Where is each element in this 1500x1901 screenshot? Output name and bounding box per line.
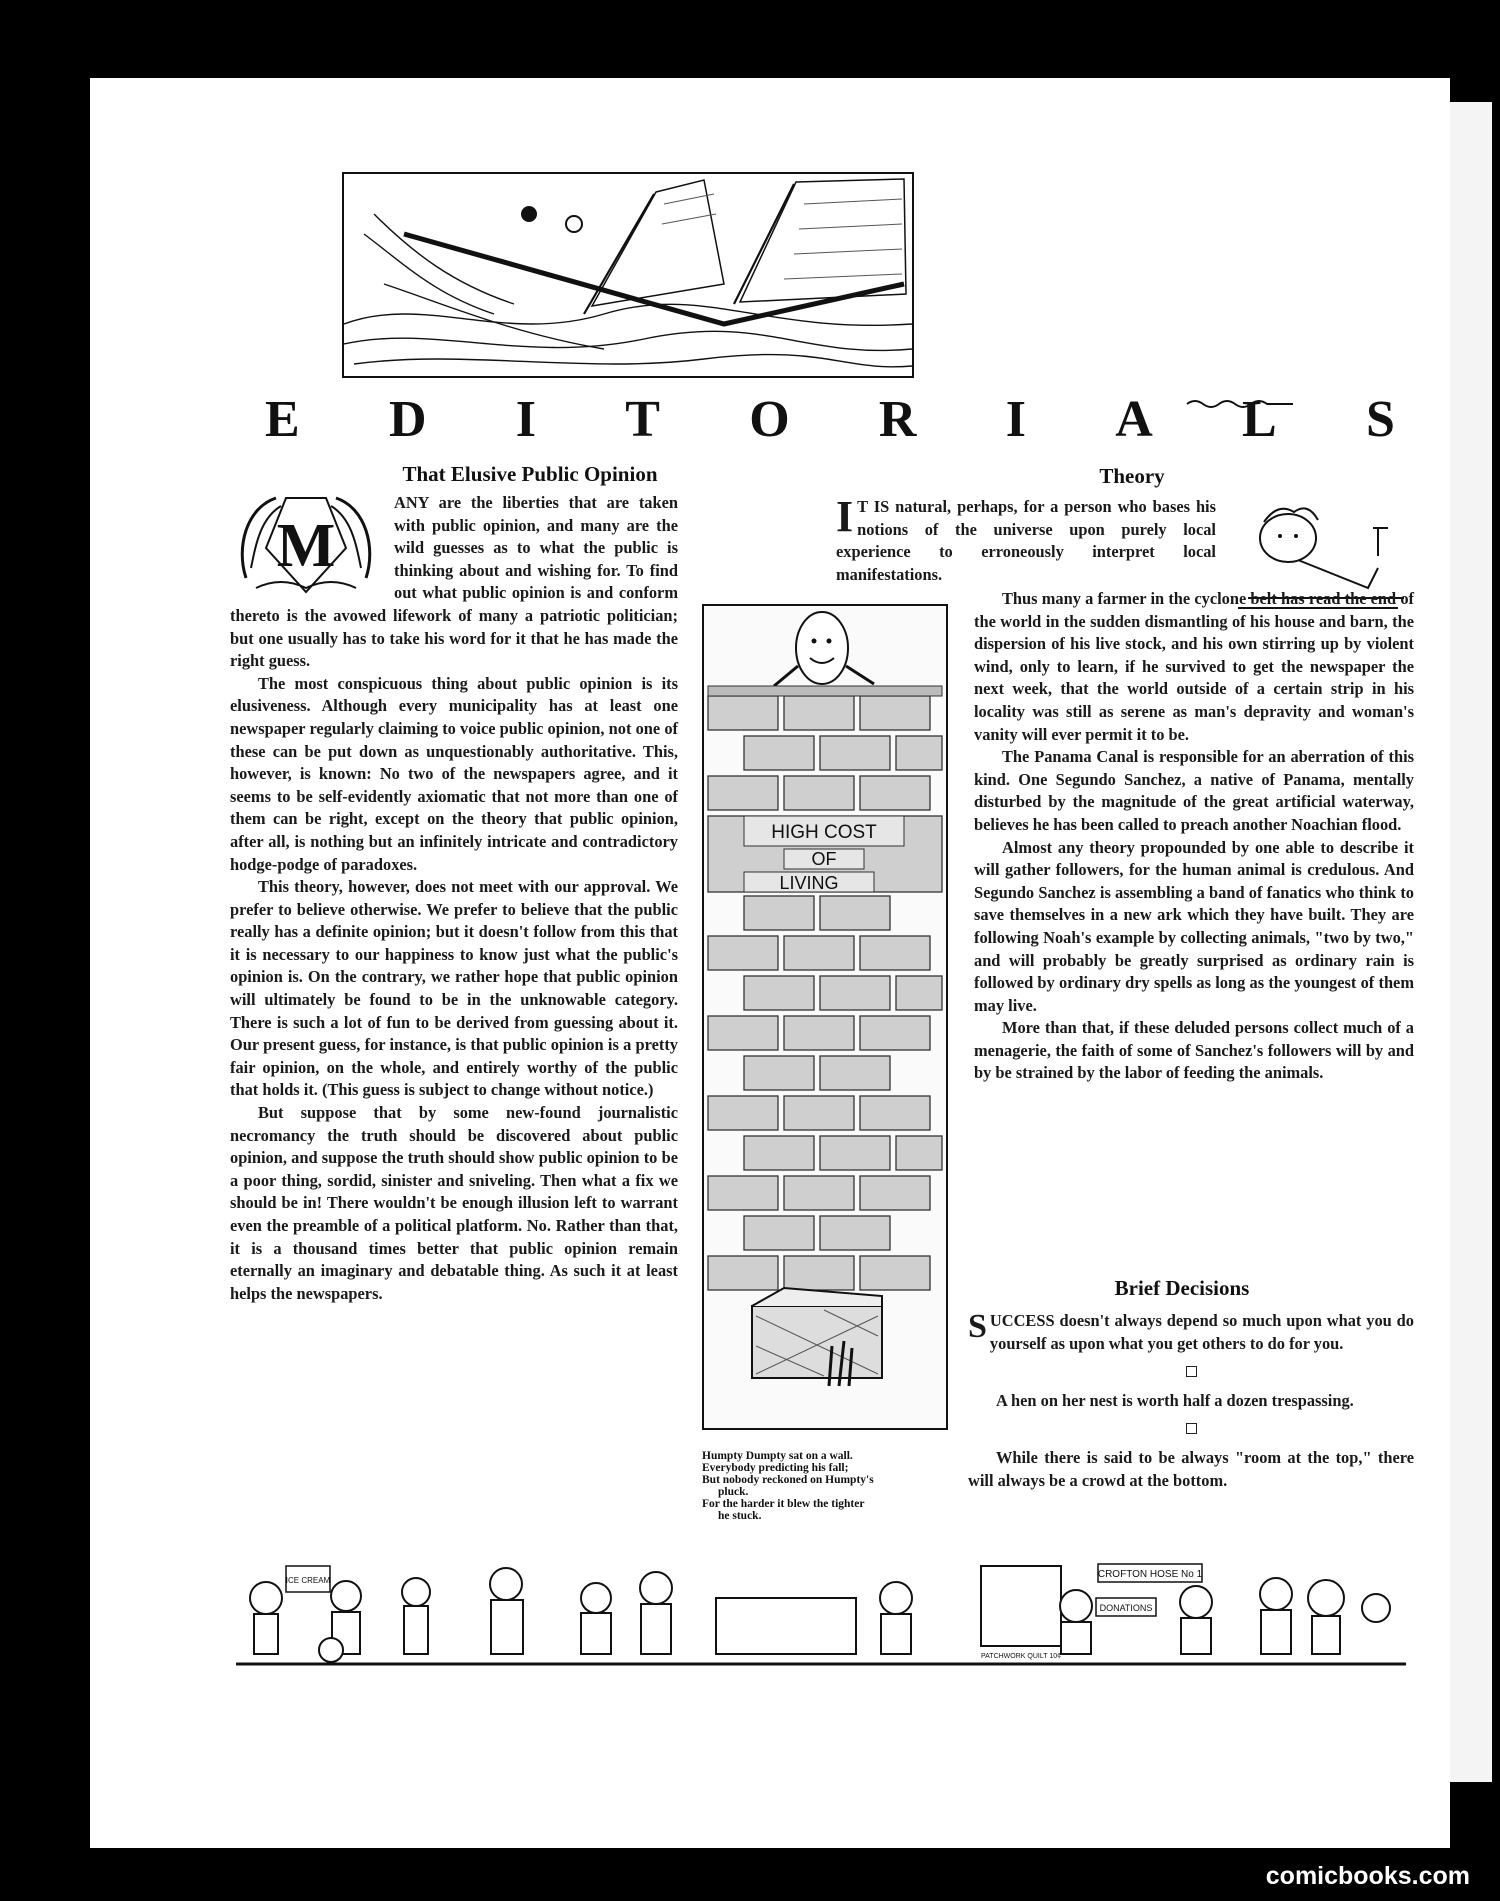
article-body-theory [974,588,1414,1085]
paragraph: This theory, however, does not meet with our approval. We prefer to believe otherwise. We prefer to believe that the public really has a definite opinion; but it doesn't follow from this that it is necessary to our happiness to know just what the public's opinion is. On the contrary, we rather hope that public opinion will ultimately be found to be in the unknowable category. There is such a lot of fun to be derived from guessing about it. Our present guess, for instance, is that public opinion is a pretty fair opinion, on the whole, and entirely worthy of the public that holds it. (This guess is subject to change without notice.) [230,877,678,1100]
paragraph: Thus many a farmer in the cyclone belt has read the end of the world in the sudden dismantling of his house and barn, the dispersion of his live stock, and his own stirring up by violent wind, only to learn, if he survived to get the newspaper the next week, that the world outside of a certain strip in his locality was still as serene as man's depravity and woman's vanity will ever permit it to be. [974,589,1414,744]
title-letter: E [265,391,300,448]
caption-line: he stuck. [718,1510,762,1522]
humpty-dumpty-cartoon [702,604,948,1430]
caption-line: For the harder it blew the tighter [702,1498,865,1510]
title-letter: S [1365,391,1395,448]
paragraph: T IS natural, perhaps, for a person who bases his notions of the universe upon purely local experience to erroneously interpret local manifestations. [836,497,1216,584]
bottom-cartoon-border [236,1558,1406,1668]
page-title [265,392,1395,448]
wall-sign-line: LIVING [779,873,839,893]
sailboat-illustration [342,172,914,378]
border-sign-crofton: CROFTON HOSE No 1 [1097,1569,1203,1580]
paragraph: More than that, if these deluded persons collect much of a menagerie, the faith of some of Sanchez's followers will by and by be strained by the labor of feeding the animals. [974,1018,1414,1083]
title-letter: T [625,391,660,448]
paragraph: But suppose that by some new-found journalistic necromancy the truth should be discovered about public opinion, and suppose the truth should show public opinion to be a poor thing, sordid, sinister and sniveling. Then what a fix we should be in! There wouldn't be enough illusion left to warrant even the preamble of a political platform. No. Rather than that, it is a thousand times better that public opinion remain eternally an imaginary and debatable thing. As such it at least helps the newspapers. [230,1103,678,1303]
title-letter: A [1115,391,1153,448]
separator-box-icon [968,1361,1414,1384]
article-heading: Theory [1099,464,1165,488]
facing-page-edge [1450,102,1492,1782]
drop-cap-letter: M [276,512,336,580]
title-letter: L [1242,391,1277,448]
paragraph: A hen on her nest is worth half a dozen trespassing. [996,1390,1354,1410]
article-body-brief-decisions [968,1310,1414,1492]
title-letter: I [1005,391,1026,448]
wall-sign-line: HIGH COST [771,822,877,843]
title-letter: O [749,391,790,448]
wall-sign-line: OF [811,849,837,869]
article-heading: That Elusive Public Opinion [402,462,658,486]
article-body-public-opinion [230,492,678,1305]
caption-line: But nobody reckoned on Humpty's [702,1474,874,1486]
paragraph: The Panama Canal is responsible for an aberration of this kind. One Segundo Sanchez, a native of Panama, mentally disturbed by the magnitude of the great artificial waterway, believes he has been called to preach another Noachian flood. [974,747,1414,834]
paragraph: Almost any theory propounded by one able to describe it will gather followers, for the human animal is credulous. And Segundo Sanchez is assembling a band of fanatics who think to save themselves in a new ark which they have built. They are following Noah's example by collecting animals, "two by two," and will probably be greatly surprised as ordinary rain is followed by ordinary dry spells as long as the youngest of them may live. [974,837,1414,1015]
paragraph: The most conspicuous thing about public opinion is its elusiveness. Although every municipality has at least one newspaper regularly claiming to voice public opinion, not one of these can be put down as unquestionably authoritative. This, however, is known: No two of the newspapers agree, and it seems to be self-evidently axiomatic that not more than one of them can be right, except on the theory that public opinion, after all, is nothing but an infinitely intricate and contradictory hodge-podge of paradoxes. [230,673,678,874]
cartoon-caption [702,1450,947,1522]
article-heading: Brief Decisions [1114,1276,1250,1300]
ornamental-drop-cap [226,488,386,598]
paragraph: UCCESS doesn't always depend so much upon what you do yourself as upon what you get others to do for you. [989,1311,1414,1353]
border-sign-donations: DONATIONS [1099,1603,1153,1613]
separator-box-icon [968,1418,1414,1441]
paragraph: ANY are the liberties that are taken with public opinion, and many are the wild guesses as to what the public is thinking about and wishing for. To find out what public opinion is and conform thereto is the avowed lifework of many a patriotic politician; but one usually has to take his word for it that he has made the right guess. [230,493,678,671]
watermark: comicbooks.com [1265,1862,1470,1890]
drop-cap-letter: I [836,492,854,541]
border-sign-ice-cream: ICE CREAM [285,1576,331,1585]
caption-line: Humpty Dumpty sat on a wall. [702,1450,853,1462]
drop-cap-letter: S [968,1308,987,1345]
caption-line: Everybody predicting his fall; [702,1462,849,1474]
border-sign-quilt: PATCHWORK QUILT 10¢ [981,1653,1061,1660]
article-body-theory-intro [836,492,1216,586]
title-letter: R [878,391,917,448]
title-letter: I [515,391,536,448]
caption-line: pluck. [718,1486,749,1498]
title-letter: D [388,391,427,448]
paragraph: While there is said to be always "room at the top," there will always be a crowd at the bottom. [968,1447,1414,1490]
